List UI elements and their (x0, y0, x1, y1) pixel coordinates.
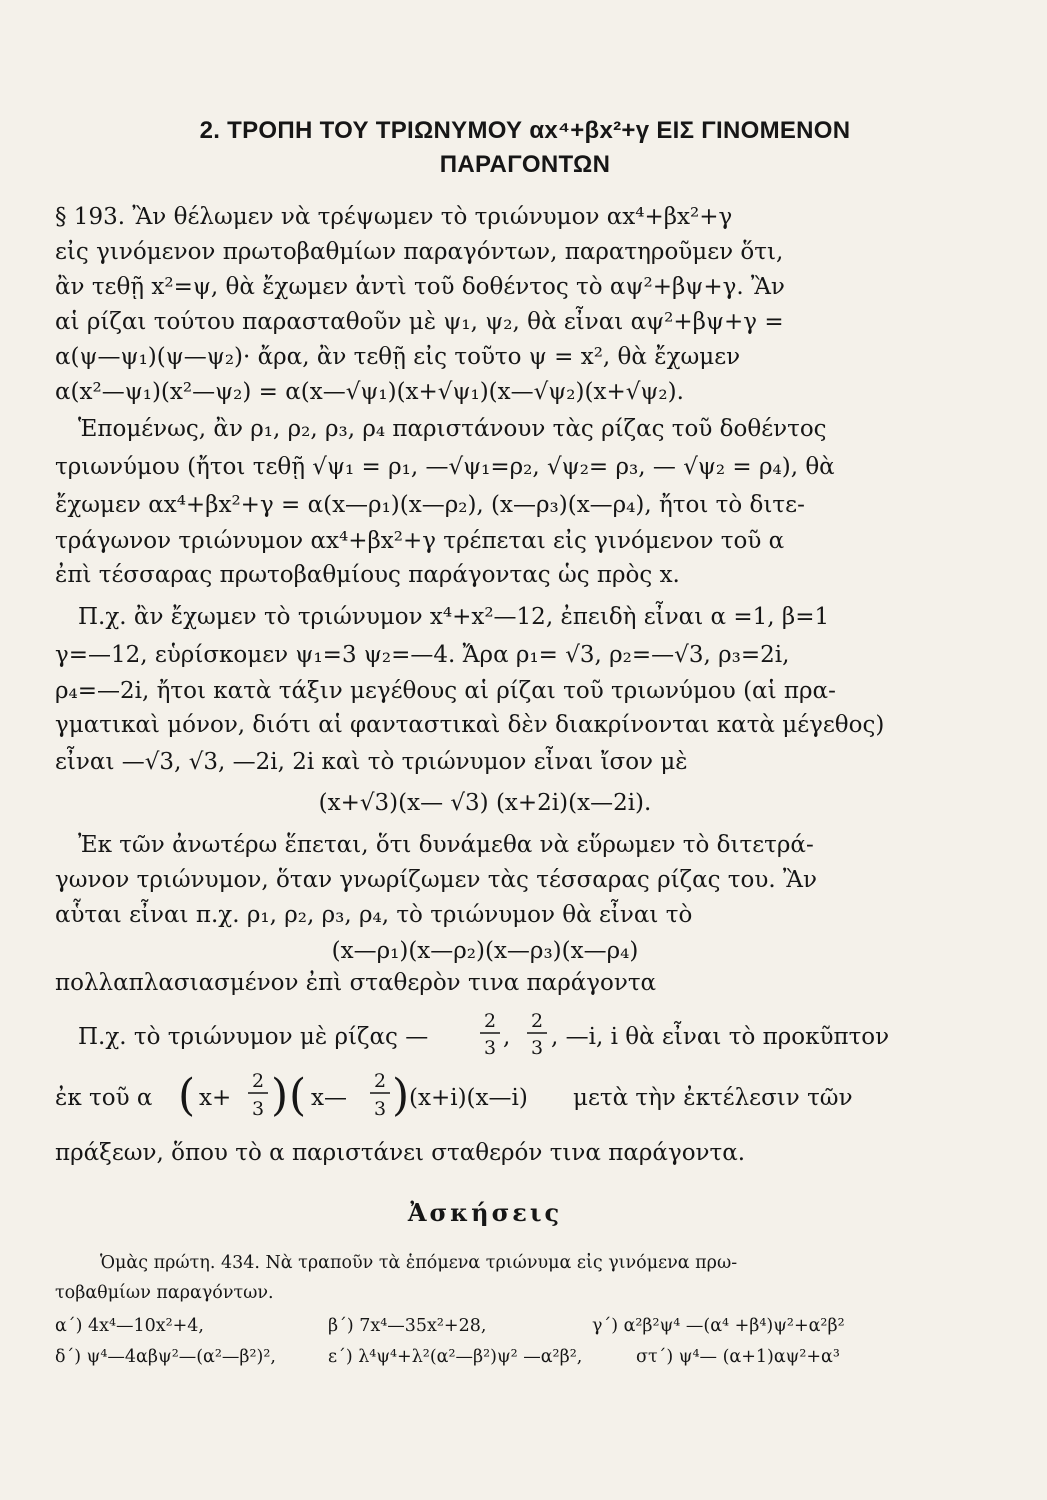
frac-a-num: 2 (483, 1010, 497, 1032)
exercise-group-line-1: Ὁμὰς πρώτη. 434. Νὰ τραποῦν τὰ ἑπόμενα τριώνυμα εἰς γινόμενα πρω- (100, 1253, 738, 1273)
exercise-b: β΄) 7x⁴—35x²+28, (328, 1316, 487, 1336)
section-title-line2: ΠΑΡΑΓΟΝΤΩΝ (439, 151, 611, 178)
example2-x-minus: x— (311, 1085, 347, 1111)
formula-1: (x+√3)(x— √3) (x+2i)(x—2i). (318, 790, 652, 816)
example2-line1-start: Π.χ. τὸ τριώνυμον μὲ ρίζας — (78, 1024, 429, 1050)
example2-comma: , (503, 1024, 511, 1050)
paren-open-1: ( (178, 1070, 196, 1121)
paragraph2-line-1: Ἐκ τῶν ἀνωτέρω ἕπεται, ὅτι δυνάμεθα νὰ εὕρωμεν τὸ διτετρά- (78, 832, 814, 858)
example1-line-5: εἶναι —√3, √3, —2i, 2i καὶ τὸ τριώνυμον εἶναι ἴσον μὲ (55, 749, 688, 775)
exercise-a: α΄) 4x⁴—10x²+4, (55, 1316, 204, 1336)
paragraph-193-line-8: τριωνύμου (ἤτοι τεθῇ √ψ₁ = ρ₁, —√ψ₁=ρ₂, √ψ₂= ρ₃, — √ψ₂ = ρ₄), θὰ (55, 454, 835, 480)
example2-line2-end: μετὰ τὴν ἐκτέλεσιν τῶν (573, 1085, 853, 1111)
example2-x-plus: x+ (199, 1085, 232, 1111)
paragraph2-line-3: αὗται εἶναι π.χ. ρ₁, ρ₂, ρ₃, ρ₄, τὸ τριώνυμον θὰ εἶναι τὸ (55, 902, 693, 928)
paragraph-193-line-7: Ἑπομένως, ἂν ρ₁, ρ₂, ρ₃, ρ₄ παριστάνουν τὰς ρίζας τοῦ δοθέντος (78, 416, 827, 442)
paragraph-193-line-6: α(x²—ψ₁)(x²—ψ₂) = α(x—√ψ₁)(x+√ψ₁)(x—√ψ₂)(x+√ψ₂). (55, 379, 684, 405)
paragraph-193-line-1: § 193. Ἂν θέλωμεν νὰ τρέψωμεν τὸ τριώνυμον αx⁴+βx²+γ (55, 204, 733, 230)
frac-c-den: 3 (251, 1098, 265, 1120)
example1-line-4: γματικαὶ μόνον, διότι αἱ φανταστικαὶ δὲν διακρίνονται κατὰ μέγεθος) (55, 712, 885, 738)
example2-line1-end: , —i, i θὰ εἶναι τὸ προκῦπτον (551, 1024, 890, 1050)
example2-line2-start: ἐκ τοῦ α (55, 1085, 153, 1111)
example2-block (55, 1010, 925, 1180)
exercise-e: ε΄) λ⁴ψ⁴+λ²(α²—β²)ψ² —α²β², (328, 1347, 583, 1367)
example2-line3: πράξεων, ὅπου τὸ α παριστάνει σταθερόν τινα παράγοντα. (55, 1140, 746, 1166)
frac-b-num: 2 (530, 1010, 544, 1032)
frac-b-den: 3 (530, 1037, 544, 1059)
paragraph2-line-2: γωνον τριώνυμον, ὅταν γνωρίζωμεν τὰς τέσσαρας ρίζας του. Ἂν (55, 867, 817, 893)
paragraph-193-line-10: τράγωνον τριώνυμον αx⁴+βx²+γ τρέπεται εἰς γινόμενον τοῦ α (55, 528, 785, 554)
exercise-f: στ΄) ψ⁴— (α+1)αψ²+α³ (636, 1347, 840, 1367)
paren-open-2: ( (289, 1070, 307, 1121)
paragraph-193-line-9: ἔχωμεν αx⁴+βx²+γ = α(x—ρ₁)(x—ρ₂), (x—ρ₃)(x—ρ₄), ἤτοι τὸ διτε- (55, 492, 805, 518)
frac-d-den: 3 (373, 1098, 387, 1120)
paragraph-193-line-3: ἂν τεθῇ x²=ψ, θὰ ἔχωμεν ἀντὶ τοῦ δοθέντος τὸ αψ²+βψ+γ. Ἂν (55, 274, 785, 300)
frac-d-num: 2 (373, 1070, 387, 1092)
paragraph-193-line-11: ἐπὶ τέσσαρας πρωτοβαθμίους παράγοντας ὡς πρὸς x. (55, 562, 680, 588)
frac-a-den: 3 (483, 1037, 497, 1059)
paren-close-1: ) (271, 1070, 289, 1121)
exercise-group-line-2: τοβαθμίων παραγόντων. (55, 1283, 274, 1303)
formula-2: (x—ρ₁)(x—ρ₂)(x—ρ₃)(x—ρ₄) (331, 938, 639, 964)
example1-line-3: ρ₄=—2i, ἤτοι κατὰ τάξιν μεγέθους αἱ ρίζαι τοῦ τριωνύμου (αἱ πρα- (55, 678, 836, 704)
paren-close-2: ) (392, 1070, 410, 1121)
paragraph-193-line-4: αἱ ρίζαι τούτου παρασταθοῦν μὲ ψ₁, ψ₂, θὰ εἶναι αψ²+βψ+γ = (55, 309, 784, 335)
frac-c-num: 2 (251, 1070, 265, 1092)
exercise-c: γ΄) α²β²ψ⁴ —(α⁴ +β⁴)ψ²+α²β² (592, 1316, 845, 1336)
paragraph-193-line-5: α(ψ—ψ₁)(ψ—ψ₂)· ἄρα, ἂν τεθῇ εἰς τοῦτο ψ = x², θὰ ἔχωμεν (55, 344, 741, 370)
paragraph-193-line-2: εἰς γινόμενον πρωτοβαθμίων παραγόντων, παρατηροῦμεν ὅτι, (55, 239, 784, 265)
exercises-heading: Ἀσκήσεις (407, 1198, 563, 1227)
exercise-d: δ΄) ψ⁴—4αβψ²—(α²—β²)², (55, 1347, 276, 1367)
formula-2-tail: πολλαπλασιασμένον ἐπὶ σταθερὸν τινα παράγοντα (55, 970, 657, 996)
example1-line-2: γ=—12, εὑρίσκομεν ψ₁=3 ψ₂=—4. Ἄρα ρ₁= √3, ρ₂=—√3, ρ₃=2i, (55, 642, 790, 668)
example1-line-1: Π.χ. ἂν ἔχωμεν τὸ τριώνυμον x⁴+x²—12, ἐπειδὴ εἶναι α =1, β=1 (78, 604, 830, 630)
section-title-line1: 2. ΤΡΟΠΗ ΤΟΥ ΤΡΙΩΝΥΜΟΥ αx⁴+βx²+γ ΕΙΣ ΓΙΝΟΜΕΝΟΝ (199, 117, 851, 144)
example2-tail: (x+i)(x—i) (409, 1085, 528, 1111)
